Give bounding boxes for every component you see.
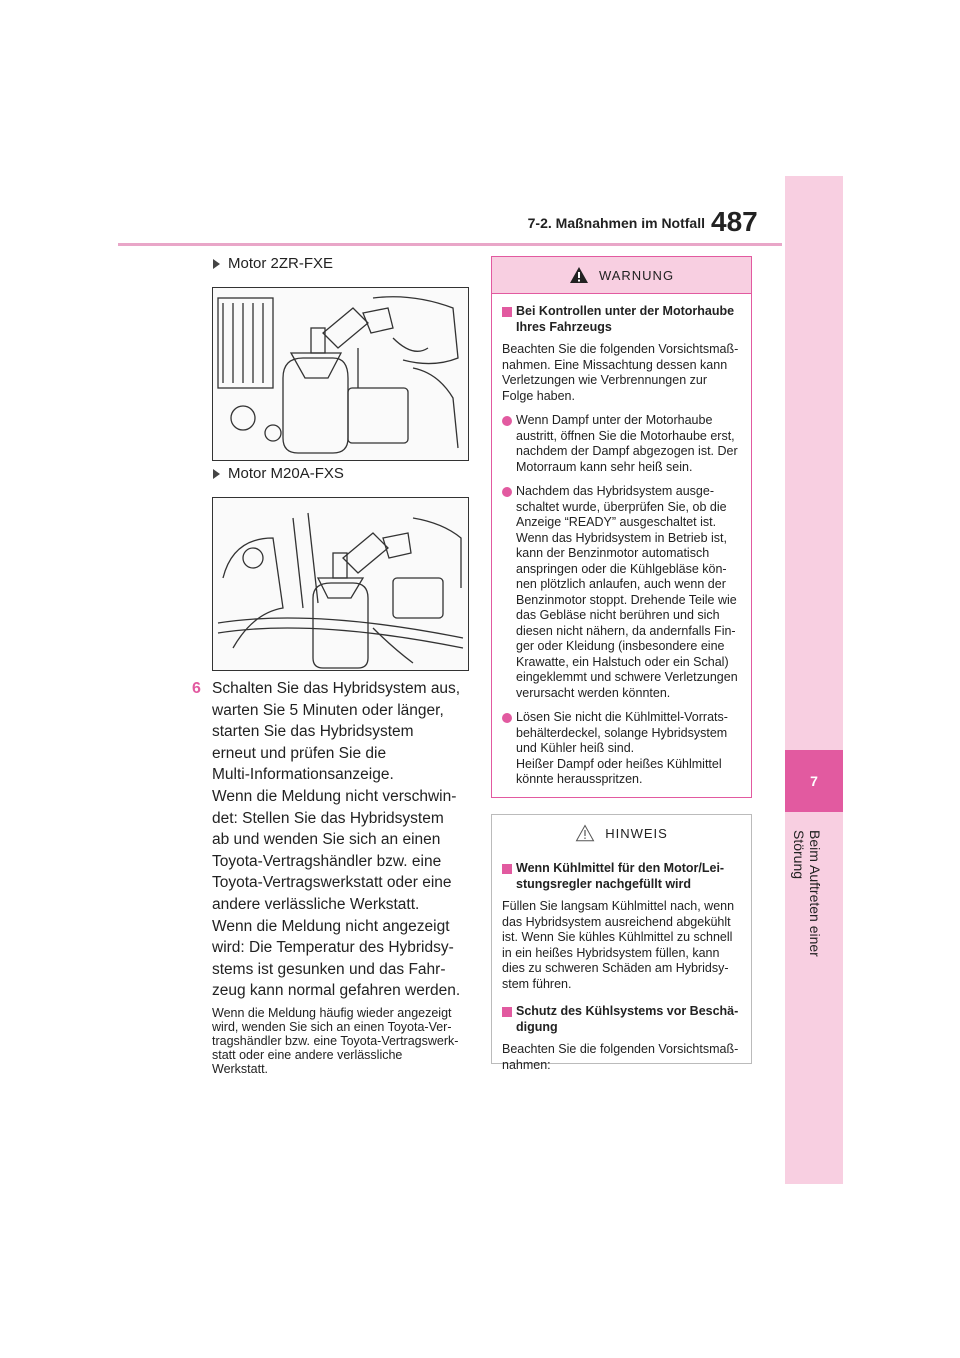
- engine-illustration-m20a: [212, 497, 469, 671]
- heading-line: digung: [516, 1019, 558, 1034]
- bullet-line: Lösen Sie nicht die Kühlmittel-Vorrats-: [516, 710, 728, 724]
- intro-line: nahmen. Eine Missachtung dessen kann: [502, 357, 728, 372]
- bullet-line: Motorraum kann sehr heiß sein.: [516, 459, 693, 474]
- note-line: wird, wenden Sie sich an einen Toyota-Ver-: [212, 1020, 452, 1034]
- motor-label-text: Motor 2ZR-FXE: [228, 255, 334, 272]
- bullet-line: Wenn das Hybridsystem in Betrieb ist,: [516, 530, 727, 545]
- step-line: Wenn die Meldung nicht angezeigt: [212, 917, 450, 935]
- para-line: nahmen:: [502, 1057, 551, 1072]
- warning-box: [491, 256, 752, 798]
- chapter-title: Beim Auftreten einer Störung: [791, 830, 823, 957]
- section-title: 7-2. Maßnahmen im Notfall: [527, 215, 705, 231]
- step-line: wird: Die Temperatur des Hybridsy-: [212, 939, 454, 957]
- frequency-note: [212, 1006, 474, 1076]
- notice-triangle-icon: [575, 824, 595, 842]
- step-line: det: Stellen Sie das Hybridsystem: [212, 809, 444, 827]
- chapter-number: 7: [785, 750, 843, 812]
- step-6: [192, 678, 472, 1002]
- warning-header: [492, 257, 751, 294]
- warning-bullet-cap: [502, 710, 741, 788]
- hinweis-heading-coolant: [502, 861, 741, 892]
- heading-line: stungsregler nachgefüllt wird: [516, 876, 692, 891]
- bullet-line: schaltet wurde, überprüfen Sie, ob die: [516, 499, 727, 514]
- para-line: stem führen.: [502, 976, 572, 991]
- para-line: in ein heißes Hybridsystem füllen, kann: [502, 945, 720, 960]
- bullet-line: behälterdeckel, solange Hybridsystem: [516, 725, 728, 740]
- bullet-line: das Gebläse nicht berühren und sich: [516, 608, 720, 622]
- hinweis-para-protection: [502, 1042, 741, 1073]
- bullet-line: nachdem der Dampf abgezogen ist. Der: [516, 444, 738, 458]
- motor-label-text: Motor M20A-FXS: [228, 465, 344, 482]
- step-line: Multi-Informationsanzeige.: [212, 766, 394, 784]
- heading-line: Ihres Fahrzeugs: [516, 319, 612, 334]
- para-line: dies zu schweren Schäden am Hybridsy-: [502, 961, 729, 975]
- motor-label-2zr: [213, 255, 333, 272]
- step-line: Toyota-Vertragshändler bzw. eine: [212, 852, 442, 870]
- bullet-line: kann der Benzinmotor automatisch: [516, 546, 710, 560]
- hinweis-body: [492, 851, 751, 1083]
- engine-drawing-2zr: [213, 288, 468, 460]
- page-number: 487: [711, 206, 758, 237]
- bullet-line: austritt, öffnen Sie die Motorhaube erst,: [516, 428, 735, 443]
- bullet-line: Wenn Dampf unter der Motorhaube: [516, 413, 713, 427]
- step-line: Toyota-Vertragswerkstatt oder eine: [212, 874, 452, 892]
- hinweis-para-coolant: [502, 899, 741, 992]
- bullet-line: diesen nicht nähern, da andernfalls Fin-: [516, 623, 736, 638]
- intro-line: Beachten Sie die folgenden Vorsichtsmaß-: [502, 342, 739, 356]
- hinweis-box: [491, 814, 752, 1072]
- warning-triangle-icon: [569, 266, 589, 284]
- step-line: Schalten Sie das Hybridsystem aus,: [212, 680, 461, 697]
- bullet-line: und Kühler heiß sind.: [516, 741, 635, 755]
- step-line: starten Sie das Hybridsystem: [212, 723, 414, 741]
- step-number: 6: [192, 680, 201, 697]
- intro-line: Folge haben.: [502, 388, 575, 403]
- hinweis-header: [492, 815, 751, 851]
- note-line: statt oder eine andere verlässliche: [212, 1048, 403, 1062]
- note-line: Werkstatt.: [212, 1062, 269, 1076]
- step-line: ab und wenden Sie sich an einen: [212, 831, 441, 849]
- heading-line: Wenn Kühlmittel für den Motor/Lei-: [516, 861, 725, 875]
- para-line: das Hybridsystem ausreichend abgekühlt: [502, 914, 731, 929]
- para-line: ist. Wenn Sie kühles Kühlmittel zu schnell: [502, 930, 733, 944]
- para-line: Beachten Sie die folgenden Vorsichtsmaß-: [502, 1042, 739, 1056]
- heading-line: Bei Kontrollen unter der Motorhaube: [516, 304, 735, 318]
- warning-heading: [502, 304, 741, 335]
- intro-line: Verletzungen wie Verbrennungen zur: [502, 373, 708, 387]
- note-line: tragshändler bzw. eine Toyota-Vertragswerk-: [212, 1034, 459, 1048]
- hinweis-heading-protection: [502, 1004, 741, 1035]
- step-line: Wenn die Meldung nicht verschwin-: [212, 787, 457, 805]
- step-line: zeug kann normal gefahren werden.: [212, 982, 461, 1000]
- step-line: erneut und prüfen Sie die: [212, 744, 387, 762]
- bullet-line: eingeklemmt und schwere Verletzungen: [516, 670, 738, 684]
- hinweis-title: HINWEIS: [605, 825, 668, 841]
- warning-bullet-ready: [502, 484, 741, 701]
- triangle-bullet-icon: [213, 259, 220, 269]
- warning-intro: [502, 342, 741, 404]
- triangle-bullet-icon: [213, 469, 220, 479]
- bullet-line: könnte herausspritzen.: [516, 772, 643, 786]
- note-line: Wenn die Meldung häufig wieder angezeigt: [212, 1006, 452, 1020]
- bullet-line: anspringen oder die Kühlgebläse kön-: [516, 561, 727, 576]
- bullet-line: Krawatte, ein Halstuch oder ein Schal): [516, 654, 729, 669]
- motor-label-m20a: [213, 465, 344, 482]
- bullet-line: ger oder Kleidung (insbesondere eine: [516, 639, 725, 653]
- bullet-line: Nachdem das Hybridsystem ausge-: [516, 484, 714, 498]
- bullet-line: Heißer Dampf oder heißes Kühlmittel: [516, 756, 722, 771]
- engine-drawing-m20a: [213, 498, 468, 670]
- step-line: andere verlässliche Werkstatt.: [212, 895, 420, 913]
- header-rule: [118, 243, 782, 246]
- engine-illustration-2zr: [212, 287, 469, 461]
- step-line: warten Sie 5 Minuten oder länger,: [212, 701, 444, 719]
- bullet-line: verursacht werden könnten.: [516, 685, 671, 700]
- bullet-line: Benzinmotor stoppt. Drehende Teile wie: [516, 592, 737, 607]
- warning-title: WARNUNG: [598, 267, 675, 283]
- chapter-side-tab: [785, 176, 843, 1184]
- warning-body: [492, 294, 751, 798]
- bullet-line: Anzeige “READY” ausgeschaltet ist.: [516, 515, 717, 529]
- bullet-line: nen plötzlich anlaufen, auch wenn der: [516, 577, 726, 591]
- heading-line: Schutz des Kühlsystems vor Beschä-: [516, 1004, 739, 1018]
- para-line: Füllen Sie langsam Kühlmittel nach, wenn: [502, 899, 735, 913]
- step-line: stems ist gesunken und das Fahr-: [212, 960, 446, 978]
- warning-bullet-steam: [502, 413, 741, 475]
